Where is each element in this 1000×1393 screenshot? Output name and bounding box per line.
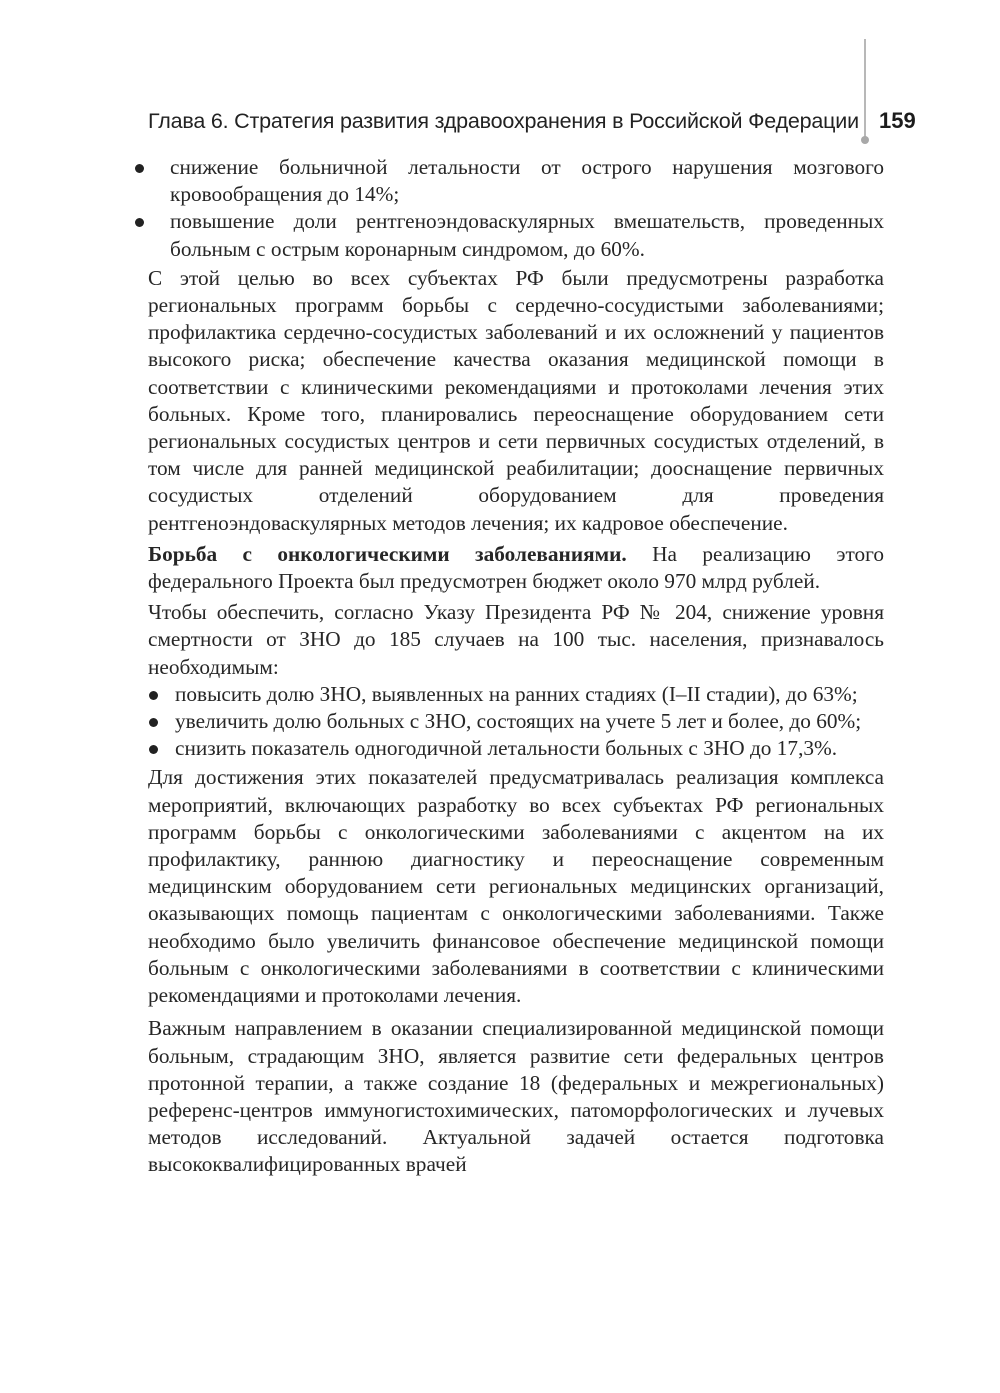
header-divider-dot	[861, 136, 869, 144]
list-item-text: повысить долю ЗНО, выявленных на ранних стадиях (I–II стадии), до 63%;	[175, 681, 858, 706]
header-divider	[864, 39, 866, 139]
list-item	[148, 681, 884, 708]
page-body	[148, 154, 884, 1179]
list-item	[148, 735, 884, 762]
bullet-icon	[135, 164, 144, 173]
section-heading-inline: Борьба с онкологическими заболеваниями.	[148, 541, 627, 566]
paragraph: Чтобы обеспечить, согласно Указу Президента РФ № 204, снижение уровня смертности от ЗНО до 185 случаев на 100 тыс. населения, признавалось необходимым:	[148, 600, 884, 679]
list-item	[148, 708, 884, 735]
paragraph: С этой целью во всех субъектах РФ были предусмотрены разработка региональных программ борьбы с сердечно-сосудистыми заболеваниями; профилактика сердечно-сосудистых заболеваний и их осложнений у пациентов высокого риска; обеспечение качества оказания медицинской помощи в соответствии с клиническими рекомендациями и протоколами лечения этих больных. Кроме того, планировались переоснащение оборудованием сети региональных сосудистых центров и сети первичных сосудистых отделений, в том числе для ранней медицинской реабилитации; дооснащение первичных сосудистых отделений оборудованием для проведения рентгеноэндоваскулярных методов лечения; их кадровое обеспечение.	[148, 265, 884, 535]
bullet-list-top	[134, 154, 884, 263]
bullet-icon	[149, 691, 158, 700]
list-item	[134, 154, 884, 208]
page-number: 159	[879, 108, 916, 133]
paragraph-text: На реализацию этого федерального Проекта был предусмотрен бюджет около 970 млрд рублей.	[148, 541, 884, 594]
bullet-icon	[135, 218, 144, 227]
list-item-text: снижение больничной летальности от острого нарушения мозгового кровообращения до 14%;	[170, 155, 884, 207]
list-item-text: увеличить долю больных с ЗНО, состоящих на учете 5 лет и более, до 60%;	[175, 709, 862, 734]
running-title: Глава 6. Стратегия развития здравоохранения в Российской Федерации	[148, 109, 859, 133]
list-item-text: повышение доли рентгеноэндоваскулярных вмешательств, проведенных больным с острым коронарным синдромом, до 60%.	[170, 209, 884, 261]
list-item-text: снизить показатель одногодичной летальности больных с ЗНО до 17,3%.	[175, 736, 838, 761]
running-header	[148, 109, 918, 141]
bullet-icon	[149, 745, 158, 754]
paragraph	[148, 541, 884, 595]
bullet-list-mid	[148, 681, 884, 763]
list-item	[134, 208, 884, 262]
paragraph: Для достижения этих показателей предусматривалась реализация комплекса мероприятий, включающих разработку во всех субъектах РФ региональных программ борьбы с онкологическими заболеваниями с акцентом на их профилактику, раннюю диагностику и переоснащение современным медицинским оборудованием сети региональных медицинских организаций, оказывающих помощь пациентам с онкологическими заболеваниями. Также необходимо было увеличить финансовое обеспечение медицинской помощи больным с онкологическими заболеваниями в соответствии с клиническими рекомендациями и протоколами лечения.	[148, 765, 884, 1008]
bullet-icon	[149, 718, 158, 727]
paragraph: Важным направлением в оказании специализированной медицинской помощи больным, страдающим ЗНО, является развитие сети федеральных центров протонной терапии, а также создание 18 (федеральных и межрегиональных) референс-центров иммуногистохимических, патоморфологических и лучевых методов исследований. Актуальной задачей остается подготовка высококвалифицированных врачей	[148, 1016, 884, 1177]
